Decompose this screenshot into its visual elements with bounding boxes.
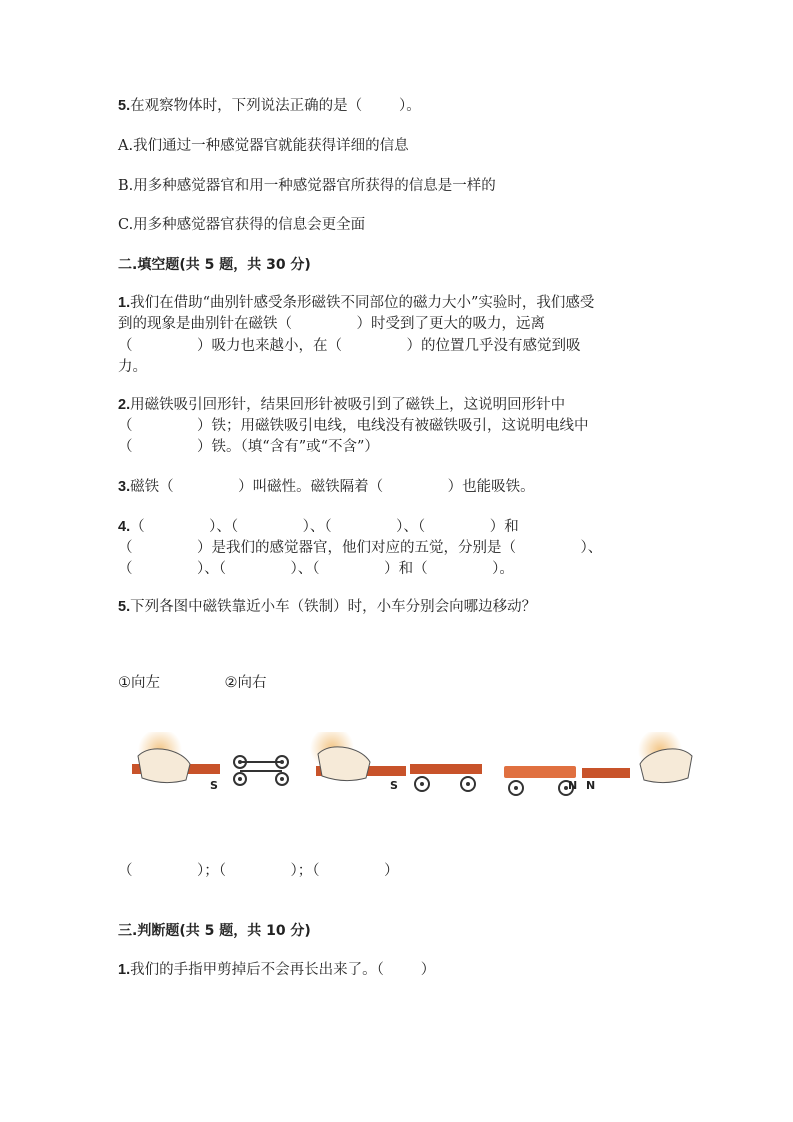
cart-frame — [234, 756, 288, 785]
fill-q4-line2: （ ）是我们的感觉器官，他们对应的五觉，分别是（ ）、 — [118, 540, 603, 556]
scene-3 — [504, 732, 692, 795]
judge-q1: 1.我们的手指甲剪掉后不会再长出来了。（ ） — [118, 962, 436, 978]
direction-options: ①向左 ②向右 — [118, 675, 267, 691]
option-a[interactable]: A.我们通过一种感觉器官就能获得详细的信息 — [118, 138, 409, 154]
fill-q1-line2: 到的现象是曲别针在磁铁（ ）时受到了更大的吸力，远离 — [118, 316, 546, 332]
section2-heading: 二.填空题(共 5 题，共 30 分) — [118, 257, 311, 273]
fill-q4-line3: （ ）、（ ）、（ ）和（ ）。 — [118, 561, 514, 577]
bar-magnet — [582, 768, 630, 778]
hand-icon — [138, 749, 190, 783]
question-number: 2. — [118, 397, 131, 413]
fill-q1-line3: （ ）吸力也来越小，在（ ）的位置几乎没有感觉到吸 — [118, 338, 581, 354]
figure-answer-line: （ ）；（ ）；（ ） — [118, 863, 399, 879]
q5-choice-stem — [118, 96, 421, 116]
option-c[interactable]: C.用多种感觉器官获得的信息会更全面 — [118, 217, 366, 233]
pole-label: N — [568, 779, 578, 792]
question-number: 1. — [118, 295, 131, 311]
question-number: 1. — [118, 962, 131, 978]
magnet-cart-figure — [120, 732, 700, 802]
fill-q1-line4: 力。 — [118, 359, 147, 375]
pole-label: S — [210, 779, 218, 792]
question-number: 4. — [118, 519, 131, 535]
fill-q2-line2: （ ）铁；用磁铁吸引电线，电线没有被磁铁吸引，这说明电线中 — [118, 418, 589, 434]
fill-q2-line3: （ ）铁。（填“含有”或“不含”） — [118, 439, 379, 455]
fill-q1-line1: 1.我们在借助“曲别针感受条形磁铁不同部位的磁力大小”实验时，我们感受 — [118, 295, 595, 311]
fill-q5: 5.下列各图中磁铁靠近小车（铁制）时，小车分别会向哪边移动？ — [118, 599, 537, 615]
question-number: 5. — [118, 98, 131, 114]
section3-heading: 三.判断题(共 5 题，共 10 分) — [118, 923, 311, 939]
scene-1 — [132, 732, 288, 792]
scene-2 — [310, 732, 482, 792]
pole-label: N — [586, 779, 596, 792]
fill-q4-line1: 4.（ ）、（ ）、（ ）、（ ）和 — [118, 519, 519, 535]
cart-body — [410, 764, 482, 774]
question-number: 3. — [118, 479, 131, 495]
fill-q3: 3.磁铁（ ）叫磁性。磁铁隔着（ ）也能吸铁。 — [118, 479, 535, 495]
option-b[interactable]: B.用多种感觉器官和用一种感觉器官所获得的信息是一样的 — [118, 178, 496, 194]
pole-label: S — [390, 779, 398, 792]
hand-icon — [318, 747, 370, 781]
question-number: 5. — [118, 599, 131, 615]
fill-q2-line1: 2.用磁铁吸引回形针，结果回形针被吸引到了磁铁上，这说明回形针中 — [118, 397, 566, 413]
cart-body — [504, 766, 576, 778]
question-text: 在观察物体时，下列说法正确的是（ ）。 — [130, 98, 421, 114]
